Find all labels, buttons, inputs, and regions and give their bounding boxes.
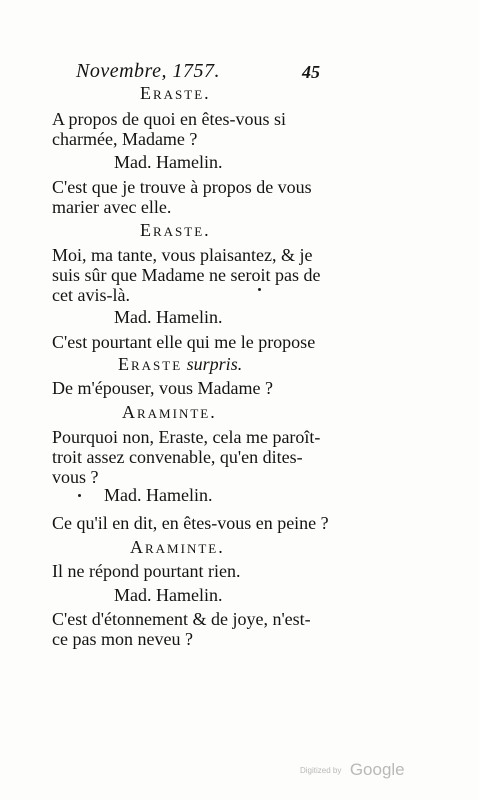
speaker-label: Mad. Hamelin. [114,152,223,172]
text-line: suis sûr que Madame ne seroit pas de [52,265,321,285]
speaker-label: Eraste. [140,220,211,240]
text-line: C'est d'étonnement & de joye, n'est- [52,609,311,629]
text-line: troit assez convenable, qu'en dites- [52,447,303,467]
text-line: Pourquoi non, Eraste, cela me paroît- [52,427,321,447]
text-line: C'est que je trouve à propos de vous [52,177,312,197]
watermark-prefix: Digitized by [300,765,342,775]
running-title: Novembre, 1757. [76,60,220,82]
speaker-label: Eraste [118,354,183,374]
text-line: charmée, Madame ? [52,129,198,149]
text-line: Il ne répond pourtant rien. [52,561,241,581]
text-line: vous ? [52,467,99,487]
ink-speck [258,288,261,291]
text-line: marier avec elle. [52,197,172,217]
text-line: A propos de quoi en êtes-vous si [52,109,286,129]
text-line: cet avis-là. [52,285,130,305]
google-logo: Google [349,760,405,779]
text-line: ce pas mon neveu ? [52,629,193,649]
text-line: C'est pourtant elle qui me le propose [52,332,316,352]
digitization-watermark [300,760,405,780]
stage-direction: surpris. [186,354,243,374]
speaker-direction [118,353,242,375]
speaker-label: Araminte. [130,537,225,557]
text-line: Ce qu'il en dit, en êtes-vous en peine ? [52,513,329,533]
speaker-label: Araminte. [122,402,217,422]
speaker-label: Mad. Hamelin. [114,307,223,327]
speaker-label: Mad. Hamelin. [104,485,213,505]
speaker-label: Mad. Hamelin. [114,585,223,605]
page-number: 45 [302,62,320,82]
text-line: De m'épouser, vous Madame ? [52,378,273,398]
speaker-label: Eraste. [140,83,211,103]
text-line: Moi, ma tante, vous plaisantez, & je [52,245,313,265]
ink-speck [78,494,81,497]
